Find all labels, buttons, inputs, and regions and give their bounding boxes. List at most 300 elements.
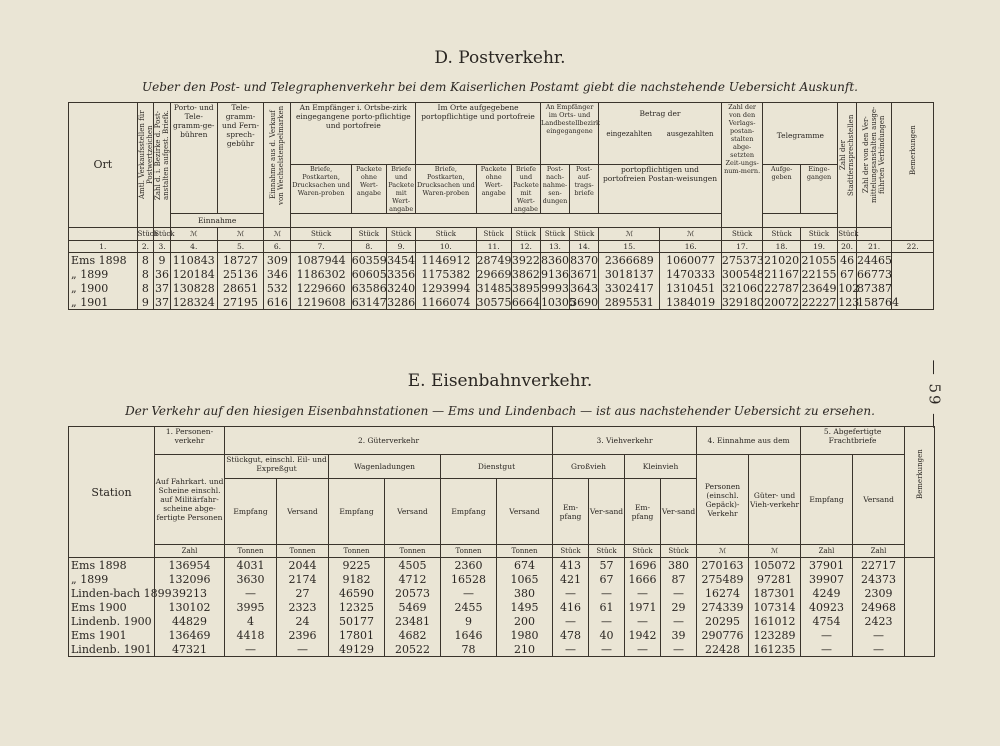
table-cell: 67 [589,572,625,586]
post-col-number: 21. [856,241,891,253]
table-cell: 3286 [387,295,416,309]
post-unit: Stück [838,228,857,241]
bahn-intro: Der Verkehr auf den hiesigen Eisenbahnstationen — Ems und Lindenbach — ist aus nachstehender Uebersicht zu ersehen. [125,404,875,418]
table-cell: 9225 [329,558,385,573]
table-cell: — [661,614,697,628]
post-col-number: 13. [540,241,569,253]
table-cell: — [661,642,697,657]
post-unit: Stück [351,228,386,241]
table-cell: 3643 [570,281,599,295]
table-cell: 44829 [155,614,225,628]
table-cell: 110843 [170,253,217,268]
table-cell: — [625,642,661,657]
bahn-group-stueckgut: Stückgut, einschl. Eil- und Expreßgut [225,455,329,479]
post-col-bemerkungen: Bemerkungen [892,103,934,241]
post-unit: Stück [291,228,351,241]
table-cell: 130102 [155,600,225,614]
bahn-unit: ℳ [749,545,801,558]
table-cell: 1065 [497,572,553,586]
post-col-number: 17. [721,241,763,253]
table-cell: 290776 [697,628,749,642]
post-col-verkaufsstellen: Amtl. Verkaufsstellen für Postwertzeichen [137,103,154,228]
table-cell: 2396 [277,628,329,642]
table-cell: 158764 [856,295,899,309]
table-cell: 1146912 [416,253,476,268]
table-cell: 24465 [856,253,892,267]
table-cell: 27 [277,586,329,600]
post-data-row [69,281,934,295]
table-cell: 37 [155,281,170,295]
table-cell: 20522 [385,642,441,657]
post-col-vermittlung: Zahl der von den Ver-mittelungsanstalten ausge-führten Verbindungen [856,103,891,228]
table-cell: 2044 [277,558,329,573]
bahn-units-row [69,545,935,558]
table-cell: 3862 [511,267,540,281]
table-cell: 274339 [697,600,749,614]
post-unit: Stück [416,228,476,241]
post-intro: Ueber den Post- und Telegraphenverkehr bei dem Kaiserlichen Postamt giebt die nachstehende Uebersicht Auskunft. [142,80,858,94]
table-cell: — [801,628,853,642]
table-cell: — [801,642,853,657]
row-label: Linden-bach 1899 [69,586,155,600]
post-unit: ℳ [217,228,264,241]
table-cell: — [589,642,625,657]
table-cell: 1087944 [291,253,351,268]
table-cell: 2366689 [599,253,660,268]
table-cell [892,253,934,268]
post-unit: ℳ [170,228,217,241]
post-sub-postanw: portopflichtigen und portofreien Postan-weisungen [599,165,722,214]
table-cell: 8360 [540,253,569,267]
table-cell: 3995 [225,600,277,614]
post-data-row [69,253,934,268]
table-cell: 3895 [511,281,540,295]
post-col-number: 10. [416,241,476,253]
table-cell: 413 [553,558,589,573]
bahn-unit: ℳ [697,545,749,558]
post-sub-packete-2: Packete ohne Wert-angabe [476,165,511,214]
bahn-group-grossvieh: Großvieh [553,455,625,479]
post-numbers-row [69,241,934,253]
table-cell: 21020 [764,253,800,267]
table-cell: 47321 [155,642,225,657]
bahn-data-row [69,572,935,586]
bahn-unit: Tonnen [497,545,553,558]
table-cell: 4712 [385,572,441,586]
post-col-number: 8. [351,241,386,253]
table-cell: 532 [264,281,291,295]
table-cell: 29669 [476,267,512,281]
table-cell: 28749 [476,253,512,267]
bahn-unit: Tonnen [385,545,441,558]
table-cell: 275489 [697,572,749,586]
table-cell: 39907 [801,572,853,586]
table-cell: — [277,642,329,657]
table-cell: 1229660 [291,281,351,295]
table-cell: 30575 [476,295,512,309]
post-unit: Stück [476,228,511,241]
table-cell: 1310451 [660,281,721,295]
table-cell: 1060077 [660,253,721,268]
post-col-number: 6. [264,241,291,253]
table-cell: — [625,586,661,600]
table-cell: 20295 [697,614,749,628]
table-cell: 1495 [497,600,553,614]
table-cell: 8 [137,253,154,268]
post-col-briefkasten: Zahl d. i. Bezirke d. Post-anstalten aufgest. Briefk. [154,103,171,228]
post-unit [69,228,138,241]
bahn-group-einnahme: 4. Einnahme aus dem [697,427,801,455]
table-cell: 3018137 [599,267,660,281]
table-cell: — [225,642,277,657]
post-col-number: 22. [892,241,934,253]
bahn-data-row [69,614,935,628]
post-header-row-3 [69,214,934,228]
post-col-number: 14. [570,241,599,253]
bahn-unit: Zahl [155,545,225,558]
table-cell: 616 [264,295,291,310]
table-cell: 1942 [625,628,661,642]
table-cell: 22787 [764,281,800,295]
table-cell: 270163 [697,558,749,573]
table-cell: 2455 [441,600,497,614]
post-spacer [387,214,476,228]
bahn-group-gueter: 2. Güterverkehr [225,427,553,455]
table-cell [905,642,935,657]
table-cell: 39213 [155,586,225,600]
row-label: „ 1899 [69,267,138,281]
table-cell: 24 [277,614,329,628]
table-cell: 321060 [721,281,764,295]
table-cell: 37901 [801,558,853,573]
table-cell: 416 [553,600,589,614]
post-col-number: 2. [137,241,154,253]
post-col-number: 7. [291,241,351,253]
table-cell: 4505 [385,558,441,573]
table-cell: 161235 [749,642,801,657]
table-cell: 1293994 [416,281,476,295]
bahn-unit: Zahl [853,545,905,558]
row-label: Ems 1900 [69,600,155,614]
bahn-sub-versand: Versand [385,479,441,545]
table-cell: 27195 [217,295,264,310]
row-label: „ 1899 [69,572,155,586]
table-cell: 2174 [277,572,329,586]
post-unit: Stück [763,228,800,241]
post-col-zeitungen: Zahl der von den Verlags-postan-stalten abge-setzten Zeit-ungs-num-mern. [721,103,763,228]
post-unit: Stück [540,228,569,241]
table-cell: 18727 [217,253,264,268]
bahn-group-wagen: Wagenladungen [329,455,441,479]
post-col-verkauf: Einnahme aus d. Verkauf von Wechselstempelmarken [264,103,291,228]
table-cell: 380 [661,558,697,573]
table-cell: 87387 [856,281,892,295]
table-cell: 4031 [225,558,277,573]
table-cell [905,586,935,600]
table-cell: 49129 [329,642,385,657]
post-sub-postnach: Post-nach-nahme-sen-dungen [540,165,569,214]
post-col-telegramm: Tele-gramm- und Fern-sprech-gebühr [217,103,264,214]
post-col-number: 1. [69,241,138,253]
table-cell: — [441,586,497,600]
post-sub-postauftrag: Post-auf-trags-briefe [570,165,599,214]
post-unit: ℳ [599,228,660,241]
table-cell: 61 [589,600,625,614]
table-cell: 24373 [853,572,905,586]
table-cell: 22227 [801,295,837,309]
table-cell: 23481 [385,614,441,628]
table-cell: 380 [497,586,553,600]
bahn-header-row-2 [69,455,935,479]
bahn-col-gueter-vieh: Güter- und Vieh-verkehr [749,455,801,545]
post-col-ort: Ort [69,103,138,228]
post-col-number: 5. [217,241,264,253]
table-cell: 17801 [329,628,385,642]
table-cell: 130828 [170,281,217,295]
table-cell: 4 [225,614,277,628]
post-sub-briefe-1: Briefe, Postkarten, Drucksachen und Waren-proben [291,165,351,214]
table-cell: 67 [838,267,857,281]
post-col-number: 18. [763,241,800,253]
table-cell: 29 [661,600,697,614]
table-cell: 10305 [540,295,576,309]
table-cell: 1980 [497,628,553,642]
table-cell: 4418 [225,628,277,642]
post-data-row [69,267,934,281]
bahn-sub-empfang: Em-pfang [625,479,661,545]
post-col-number: 16. [660,241,721,253]
table-cell: — [661,586,697,600]
bahn-unit: Tonnen [441,545,497,558]
table-cell: 2323 [277,600,329,614]
table-cell: 3356 [387,267,416,281]
table-cell: 105072 [749,558,801,573]
bahn-group-dienstgut: Dienstgut [441,455,553,479]
bahn-unit: Tonnen [277,545,329,558]
table-cell: 20072 [764,295,800,309]
table-cell: 2895531 [599,295,660,310]
bahn-data-row [69,586,935,600]
table-cell: — [553,586,589,600]
table-cell: 128324 [170,295,217,310]
bahn-sub-empfang: Empfang [225,479,277,545]
table-cell: 22428 [697,642,749,657]
post-sub-aufgegeben: Aufge-geben [763,165,800,214]
post-unit: Stück [511,228,540,241]
post-unit: Stück [721,228,763,241]
table-cell [905,572,935,586]
table-cell: 16528 [441,572,497,586]
bahn-sub-versand: Ver-sand [589,479,625,545]
post-col-number: 4. [170,241,217,253]
table-cell: 66773 [856,267,892,281]
table-cell: 87 [661,572,697,586]
post-eingezahlten: eingezahlten [606,130,653,138]
table-cell: 9182 [329,572,385,586]
bahn-sub-empfang: Empfang [329,479,385,545]
table-cell: 1971 [625,600,661,614]
table-cell: 25136 [217,267,264,281]
table-cell: 1186302 [291,267,351,281]
table-cell: 5469 [385,600,441,614]
table-cell: 3690 [570,295,599,309]
post-sub-packete-1: Packete ohne Wert-angabe [351,165,386,214]
table-cell: 20573 [385,586,441,600]
post-sub-wert-1: Briefe und Packete mit Wert-angabe [388,165,415,213]
post-unit: Stück [570,228,599,241]
post-table [68,102,934,310]
table-cell: 63147 [351,295,387,309]
post-group-im-orte: Im Orte aufgegebene portopflichtige und portofreie [416,103,541,165]
bahn-col-fracht-empfang: Empfang [801,455,853,545]
table-cell: 300548 [721,267,764,281]
table-cell: 123289 [749,628,801,642]
table-cell: 346 [264,267,291,281]
table-cell: 210 [497,642,553,657]
table-cell: 28651 [217,281,264,295]
table-cell: 1166074 [416,295,476,310]
bahn-data-row [69,600,935,614]
table-cell: 78 [441,642,497,657]
post-unit [856,228,891,241]
post-spacer [291,214,387,228]
table-cell: 40 [589,628,625,642]
bahn-sub-empfang: Empfang [441,479,497,545]
table-cell: — [225,586,277,600]
table-cell: 60359 [351,253,387,267]
row-label: Lindenb. 1901 [69,642,155,657]
page-number: — 59 — [925,359,944,431]
bahn-header-row-1 [69,427,935,455]
bahn-data-row [69,628,935,642]
table-cell: 8 [137,281,154,295]
table-cell: 60605 [351,267,387,281]
table-cell: 1646 [441,628,497,642]
table-cell: 187301 [749,586,801,600]
bahn-unit: Stück [589,545,625,558]
table-cell: 2309 [853,586,905,600]
bahn-col-bemerkungen: Bemerkungen [905,427,935,558]
post-betrag-label: Betrag der [639,109,681,118]
bahn-group-fracht: 5. Abgefertigte Frachtbriefe [801,427,905,455]
table-cell: 421 [553,572,589,586]
table-cell: 136954 [155,558,225,573]
post-unit: Stück [387,228,416,241]
table-cell: 309 [264,253,291,268]
bahn-col-fahrkarten: Auf Fahrkart. und Scheine einschl. auf Militärfahr-scheine abge-fertigte Personen [155,455,225,545]
table-cell: 2360 [441,558,497,573]
table-cell: 9993 [540,281,569,295]
table-cell: — [589,586,625,600]
table-cell: — [553,614,589,628]
table-cell: — [853,628,905,642]
bahn-unit: Zahl [801,545,853,558]
bahn-group-kleinvieh: Kleinvieh [625,455,697,479]
post-heading: D. Postverkehr. [434,48,566,68]
bahn-data-row [69,642,935,657]
table-cell: 36 [155,267,170,281]
table-cell: 123 [838,295,860,309]
table-cell: 136469 [155,628,225,642]
bahn-heading: E. Eisenbahnverkehr. [407,371,593,391]
table-cell: — [553,642,589,657]
post-spacer [599,214,722,228]
table-cell: 1666 [625,572,661,586]
table-cell [892,267,934,281]
table-cell: 9 [154,253,171,268]
post-group-telegramme [763,103,838,165]
row-label: Ems 1901 [69,628,155,642]
table-cell: 8370 [570,253,599,267]
table-cell: 478 [553,628,589,642]
bahn-data-row [69,558,935,573]
table-cell: 9 [441,614,497,628]
table-cell: 120184 [170,267,217,281]
post-group-an-empf: An Empfänger i. Ortsbe-zirk eingegangene porto-pflichtige und portofreie [291,103,416,165]
table-cell: 16274 [697,586,749,600]
post-col-porto: Porto- und Tele-gramm-ge-bühren [170,103,217,214]
bahn-unit: Stück [553,545,589,558]
table-cell: 39 [661,628,697,642]
post-col-number: 19. [800,241,837,253]
post-unit: Stück [137,228,154,241]
table-cell: 8 [137,267,154,281]
table-cell: 3671 [570,267,599,281]
post-units-row [69,228,934,241]
table-cell: 200 [497,614,553,628]
table-cell: 97281 [749,572,801,586]
bahn-table [68,426,935,657]
table-cell [905,600,935,614]
table-cell [905,614,935,628]
table-cell: 4754 [801,614,853,628]
table-cell: 22717 [853,558,905,573]
bahn-sub-versand: Versand [497,479,553,545]
table-cell: 46 [838,253,857,268]
table-cell: 40923 [801,600,853,614]
bahn-col-fracht-versand: Versand [853,455,905,545]
row-label: Ems 1898 [69,253,138,268]
post-col-number: 11. [476,241,511,253]
post-ausgezahlten: ausgezahlten [666,130,714,138]
table-cell: 1470333 [660,267,721,281]
table-cell: 22155 [801,267,837,281]
table-cell: 37 [155,295,170,309]
post-header-row-1 [69,103,934,165]
table-cell: 1219608 [291,295,351,310]
table-cell: 102 [838,281,860,295]
post-data-row [69,295,934,310]
table-cell: 50177 [329,614,385,628]
table-cell [892,281,934,295]
table-cell: — [589,614,625,628]
post-unit: Stück [154,228,171,241]
table-cell: 23649 [801,281,837,295]
post-col-number: 15. [599,241,660,253]
post-sub-briefe-2: Briefe, Postkarten, Drucksachen und Waren-proben [416,165,476,214]
table-cell: 3630 [225,572,277,586]
table-cell: 1175382 [416,267,476,281]
table-cell: 12325 [329,600,385,614]
table-cell: 1384019 [660,295,721,310]
post-col-number: 9. [387,241,416,253]
bahn-table-body [69,558,935,657]
bahn-col-pers-verkehr: Personen (einschl. Gepäck)-Verkehr [697,455,749,545]
row-label: Lindenb. 1900 [69,614,155,628]
table-cell: 329180 [721,295,764,309]
table-cell: — [853,642,905,657]
post-sub-eingegangen: Einge-gangen [800,165,837,214]
